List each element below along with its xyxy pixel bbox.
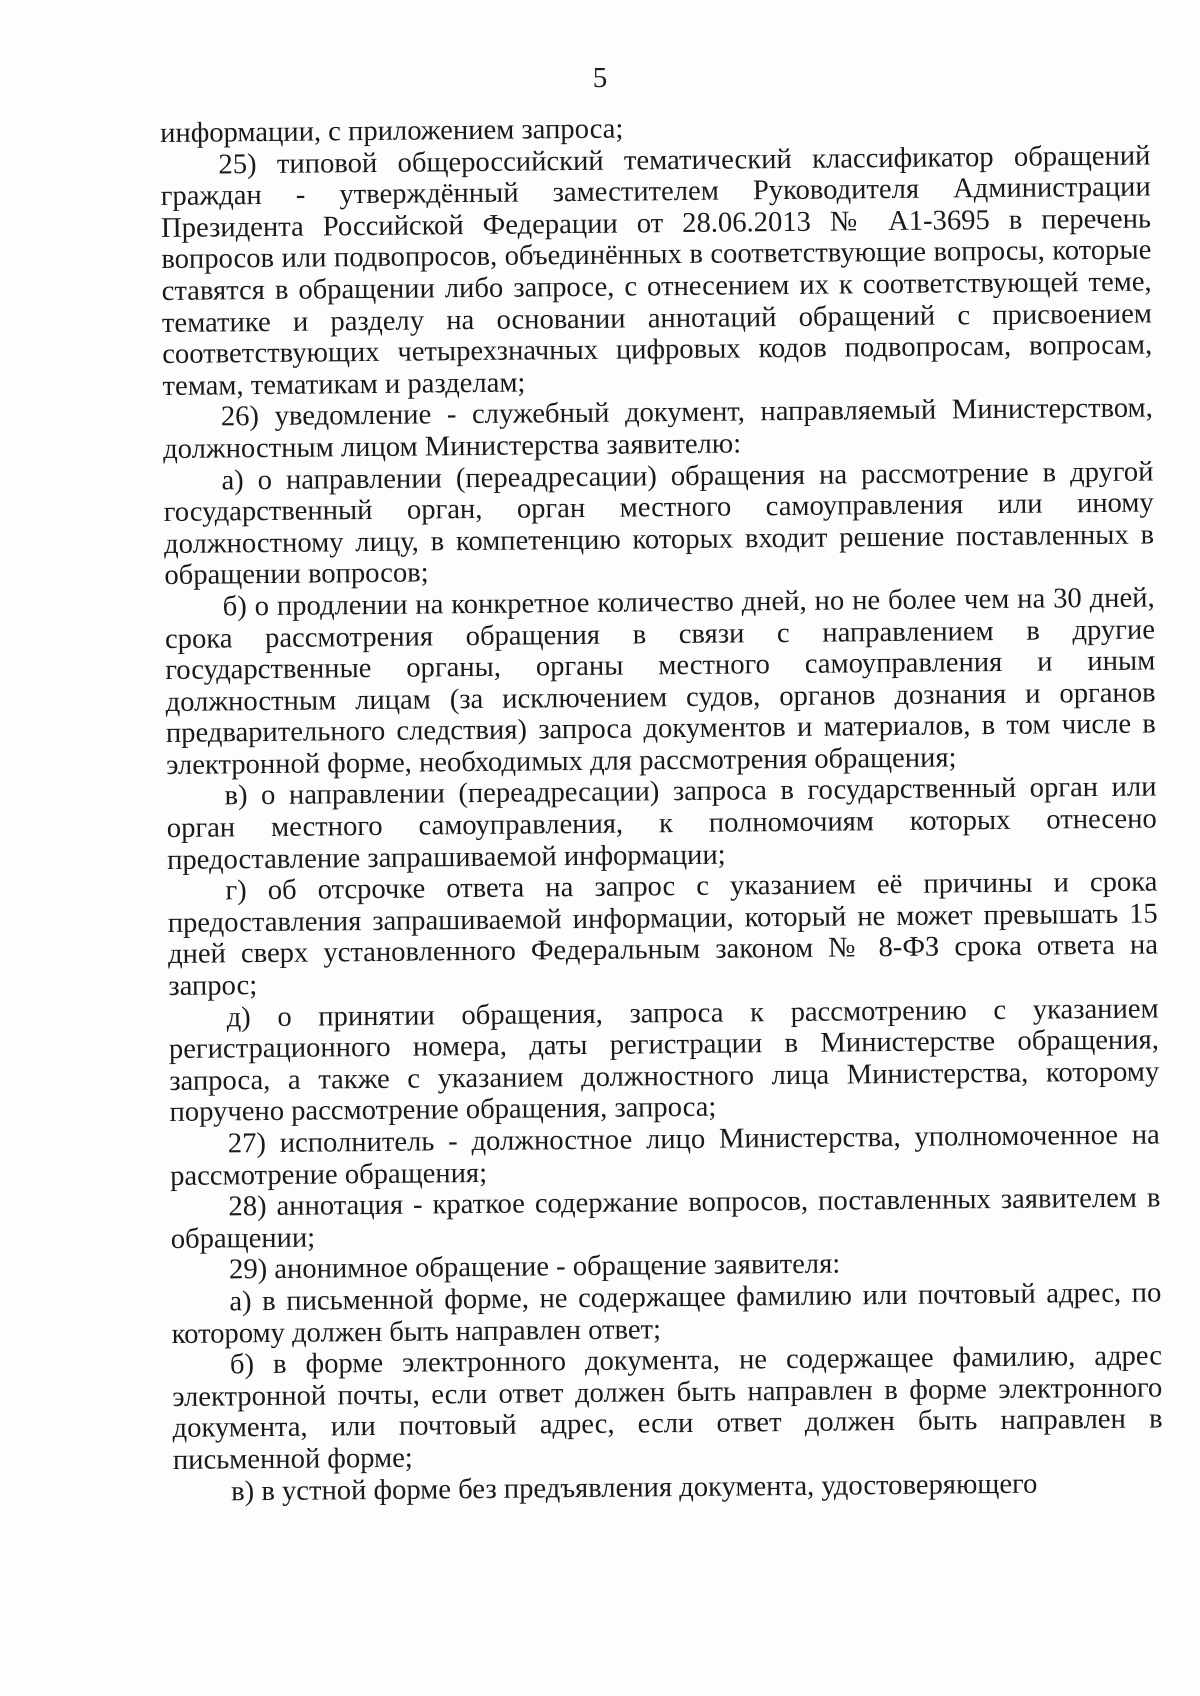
paragraph: 29) анонимное обращение - обращение заявителя: [228,1248,841,1286]
paragraph: 25) типовой общероссийский тематический классификатор обращений граждан - утверждённый заместителем Руководителя Администрации Президента Российской Федерации от 28.06.2013 № А1-3695 в перечень вопросов или подвопросов, объединённых в соответствующие вопросы, которые ставятся в обращении либо запросе, с отнесением их к соответствующей теме, тематике и разделу на основании аннотаций обращений с присвоением соответствующих четырехзначных цифровых кодов подвопросам, вопросам, темам, тематикам и разделам; [160,140,1153,402]
paragraph: информации, с приложением запроса; [160,113,624,149]
paragraph: а) в письменной форме, не содержащее фамилию или почтовый адрес, по которому должен быть направлен ответ; [171,1277,1162,1350]
paragraph: 28) аннотация - краткое содержание вопросов, поставленных заявителем в обращении; [170,1182,1161,1255]
paragraph: а) о направлении (переадресации) обращения на рассмотрение в другой государственный орган, орган местного самоуправления или иному должностному лицу, в компетенцию которых входит решение поставленных в обращении вопросов; [163,456,1155,592]
page-number: 5 [592,62,608,94]
paragraph: 27) исполнитель - должностное лицо Министерства, уполномоченное на рассмотрение обращения; [170,1119,1160,1192]
paragraph: в) в устной форме без предъявления документа, удостоверяющего [231,1468,1038,1507]
paragraph: б) о продлении на конкретное количество дней, но не более чем на 30 дней, срока рассмотрения обращения в связи с направлением в другие государственные органы, органы местного самоуправления и иным должностным лицам (за исключением судов, органов дознания и органов предварительного следствия) запроса документов и материалов, в том числе в электронной форме, необходимых для рассмотрения обращения; [164,582,1157,781]
paragraph: 26) уведомление - служебный документ, направляемый Министерством, должностным лицом Министерства заявителю: [163,392,1153,465]
paragraph: в) о направлении (переадресации) запроса в государственный орган или орган местного самоуправления, к полномочиям которых отнесено предоставление запрашиваемой информации; [166,771,1157,876]
paragraph: д) о принятии обращения, запроса к рассмотрению с указанием регистрационного номера, даты регистрации в Министерстве обращения, запроса, а также с указанием должностного лица Министерства, которому поручено рассмотрение обращения, запроса; [168,993,1160,1129]
paragraph: г) об отсрочке ответа на запрос с указанием её причины и срока предоставления запрашиваемой информации, который не может превышать 15 дней сверх установленного Федеральным законом № 8-ФЗ срока ответа на запрос; [167,866,1159,1002]
document-body [160,108,1163,1508]
paragraph: б) в форме электронного документа, не содержащее фамилию, адрес электронной почты, если ответ должен быть направлен в форме электронного документа, или почтовый адрес, если ответ должен быть направлен в письменной форме; [172,1340,1163,1476]
